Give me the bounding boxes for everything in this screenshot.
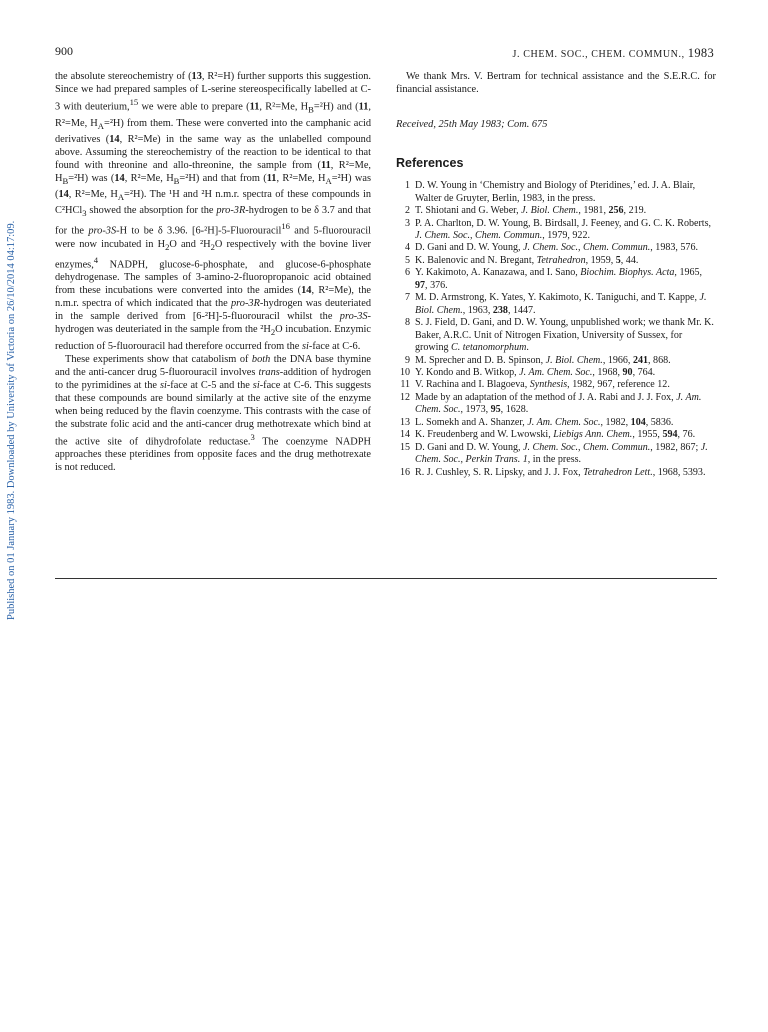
- received-date: Received, 25th May 1983; Com. 675: [396, 119, 548, 131]
- reference-number: 12: [399, 391, 410, 403]
- reference-item: 7 M. D. Armstrong, K. Yates, Y. Kakimoto, K. Taniguchi, and T. Kappe, J. Biol. Chem., 1963, 238, 1447.: [396, 292, 716, 317]
- reference-number: 1: [404, 180, 410, 192]
- reference-item: 1 D. W. Young in ‘Chemistry and Biology of Pteridines,’ ed. J. A. Blair, Walter de Gruyter, Berlin, 1983, in the press.: [396, 180, 716, 205]
- journal-name: J. CHEM. SOC., CHEM. COMMUN.,: [512, 49, 688, 60]
- reference-number: 5: [404, 254, 410, 266]
- body-paragraph-2: These experiments show that catabolism of both the DNA base thymine and the anti-cancer drug 5-fluorouracil involves trans-addition of hydrogen to the pyrimidines at the si-face at C-5 and the si-face at C-6. This suggests that these compounds are bound similarly at the active site of the enzyme when being reduced by the flavin coenzyme. This contrasts with the case of the substrate folic acid and the anti-cancer drug methotrexate which bind at the active site of dihydrofolate reductase.$^3$ The coenzyme NADPH approaches these pteridines from opposite faces and the drug methotrexate is not reduced.: [55, 353, 371, 474]
- acknowledgement: We thank Mrs. V. Bertram for technical assistance and the S.E.R.C. for financial assistance.: [396, 71, 716, 96]
- reference-number: 4: [404, 242, 410, 254]
- reference-item: 12 Made by an adaptation of the method of J. A. Rabi and J. J. Fox, J. Am. Chem. Soc., 1973, 95, 1628.: [396, 392, 716, 417]
- references-heading: References: [396, 156, 464, 171]
- reference-list: [396, 180, 716, 479]
- reference-item: 16 R. J. Cushley, S. R. Lipsky, and J. J. Fox, Tetrahedron Lett., 1968, 5393.: [396, 467, 716, 479]
- reference-item: 9 M. Sprecher and D. B. Spinson, J. Biol. Chem., 1966, 241, 868.: [396, 355, 716, 367]
- reference-number: 6: [404, 267, 410, 279]
- reference-number: 7: [404, 292, 410, 304]
- reference-number: 14: [399, 429, 410, 441]
- left-column: [55, 70, 371, 475]
- page-divider: [55, 578, 717, 579]
- reference-number: 16: [399, 466, 410, 478]
- reference-number: 2: [404, 205, 410, 217]
- reference-item: 14 K. Freudenberg and W. Lwowski, Liebigs Ann. Chem., 1955, 594, 76.: [396, 429, 716, 441]
- reference-item: 2 T. Shiotani and G. Weber, J. Biol. Chem., 1981, 256, 219.: [396, 205, 716, 217]
- reference-number: 3: [404, 217, 410, 229]
- reference-item: 4 D. Gani and D. W. Young, J. Chem. Soc., Chem. Commun., 1983, 576.: [396, 242, 716, 254]
- reference-number: 8: [404, 317, 410, 329]
- reference-item: 3 P. A. Charlton, D. W. Young, B. Birdsall, J. Feeney, and G. C. K. Roberts, J. Chem. Soc., Chem. Commun., 1979, 922.: [396, 218, 716, 243]
- reference-number: 13: [399, 416, 410, 428]
- reference-number: 15: [399, 441, 410, 453]
- reference-item: 6 Y. Kakimoto, A. Kanazawa, and I. Sano, Biochim. Biophys. Acta, 1965, 97, 376.: [396, 267, 716, 292]
- reference-number: 11: [400, 379, 410, 391]
- reference-number: 10: [399, 366, 410, 378]
- reference-item: 10 Y. Kondo and B. Witkop, J. Am. Chem. Soc., 1968, 90, 764.: [396, 367, 716, 379]
- reference-number: 9: [404, 354, 410, 366]
- right-column: [396, 70, 716, 479]
- reference-item: 8 S. J. Field, D. Gani, and D. W. Young, unpublished work; we thank Mr. K. Baker, A.R.C. Unit of Nitrogen Fixation, University of Sussex, for growing C. tetanomorphum.: [396, 317, 716, 354]
- download-notice: Published on 01 January 1983. Downloaded by University of Victoria on 26/10/2014 04:17:09.: [6, 220, 17, 620]
- journal-year: 1983: [687, 46, 714, 60]
- page-number: 900: [55, 44, 73, 58]
- reference-item: 13 L. Somekh and A. Shanzer, J. Am. Chem. Soc., 1982, 104, 5836.: [396, 417, 716, 429]
- body-paragraph-1: the absolute stereochemistry of (13, R²=H) further supports this suggestion. Since we had prepared samples of L-serine stereospecifically labelled at C-3 with deuterium,$^{15}$ we were able to prepare (11, R²=Me, $H_B=^2H$) and (11, R²=Me, $H_A=^2H$) from them. These were converted into the camphanic acid derivatives (14, R²=Me) in the same way as the unlabelled compound above. Assuming the stereochemistry of the reaction to be identical to that found with threonine and allo-threonine, the sample from (11, R²=Me, $H_B=^2H$) was (14, R²=Me, $H_B=^2H$) and that from (11, R²=Me, $H_A=^2H$) was (14, R²=Me, $H_A=^2H$). The ¹H and ²H n.m.r. spectra of these compounds in C²HCl$_3$ showed the absorption for the pro-3R-hydrogen to be δ 3.7 and that for the pro-3S-H to be δ 3.96. [6-²H]-5-Fluorouracil$^{16}$ and 5-fluorouracil were now incubated in $H_2O$ and $^2H_2O$ respectively with the bovine liver enzymes,$^4$ NADPH, glucose-6-phosphate, and glucose-6-phosphate dehydrogenase. The samples of 3-amino-2-fluoropropanoic acid obtained from these incubations were converted into the amides (14, R²=Me), the n.m.r. spectra of which indicated that the pro-3R-hydrogen was deuteriated in the sample derived from [6-²H]-5-fluorouracil whilst the pro-3S-hydrogen was deuteriated in the sample from the $^2H_2O$ incubation. Enzymic reduction of 5-fluorouracil had therefore occurred from the si-face at C-6.: [55, 71, 372, 352]
- running-head: [513, 46, 714, 61]
- reference-item: 11 V. Rachina and I. Blagoeva, Synthesis, 1982, 967, reference 12.: [396, 379, 716, 391]
- reference-item: 5 K. Balenovic and N. Bregant, Tetrahedron, 1959, 5, 44.: [396, 255, 716, 267]
- reference-item: 15 D. Gani and D. W. Young, J. Chem. Soc., Chem. Commun., 1982, 867; J. Chem. Soc., Perkin Trans. 1, in the press.: [396, 442, 716, 467]
